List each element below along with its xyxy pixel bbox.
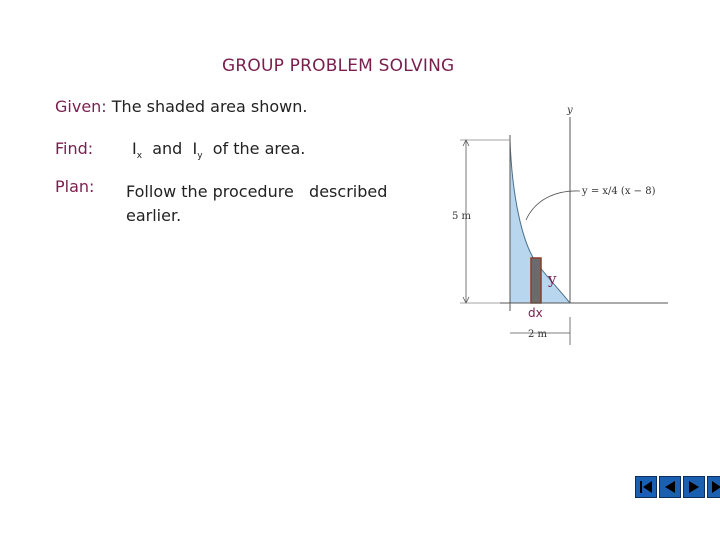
previous-icon	[661, 478, 679, 496]
given-label: Given:	[55, 97, 107, 116]
dx-strip	[531, 258, 541, 303]
height-label: 5 m	[452, 211, 472, 222]
given-line	[55, 97, 308, 116]
area-figure	[440, 95, 680, 355]
previous-slide-button[interactable]	[659, 476, 681, 498]
next-slide-button[interactable]	[683, 476, 705, 498]
find-label: Find:	[55, 139, 94, 158]
plan-line-1: Follow the procedure described	[126, 182, 388, 201]
slide-title: GROUP PROBLEM SOLVING	[222, 56, 455, 76]
plan-text	[126, 180, 406, 228]
first-slide-button[interactable]	[635, 476, 657, 498]
last-icon	[709, 478, 720, 496]
ix-subscript: x	[136, 151, 143, 162]
find-rest: of the area.	[212, 139, 306, 158]
given-text: The shaded area shown.	[111, 97, 308, 116]
ix-symbol: I	[132, 139, 137, 158]
width-label: 2 m	[528, 329, 548, 340]
iy-subscript: y	[197, 151, 203, 162]
last-slide-button[interactable]	[707, 476, 720, 498]
strip-height-label: y	[548, 270, 557, 288]
find-text	[132, 139, 305, 161]
slide-navigation	[635, 476, 720, 498]
equation-pointer	[526, 191, 580, 220]
plan-label: Plan:	[55, 177, 95, 196]
dx-label: dx	[528, 306, 543, 320]
next-icon	[685, 478, 703, 496]
plan-line-2: earlier.	[126, 206, 182, 225]
y-axis-label: y	[567, 105, 573, 116]
first-icon	[637, 478, 655, 496]
curve-equation: y = x/4 (x − 8)	[582, 186, 656, 197]
and-word: and	[152, 139, 183, 158]
iy-symbol: I	[192, 139, 198, 158]
